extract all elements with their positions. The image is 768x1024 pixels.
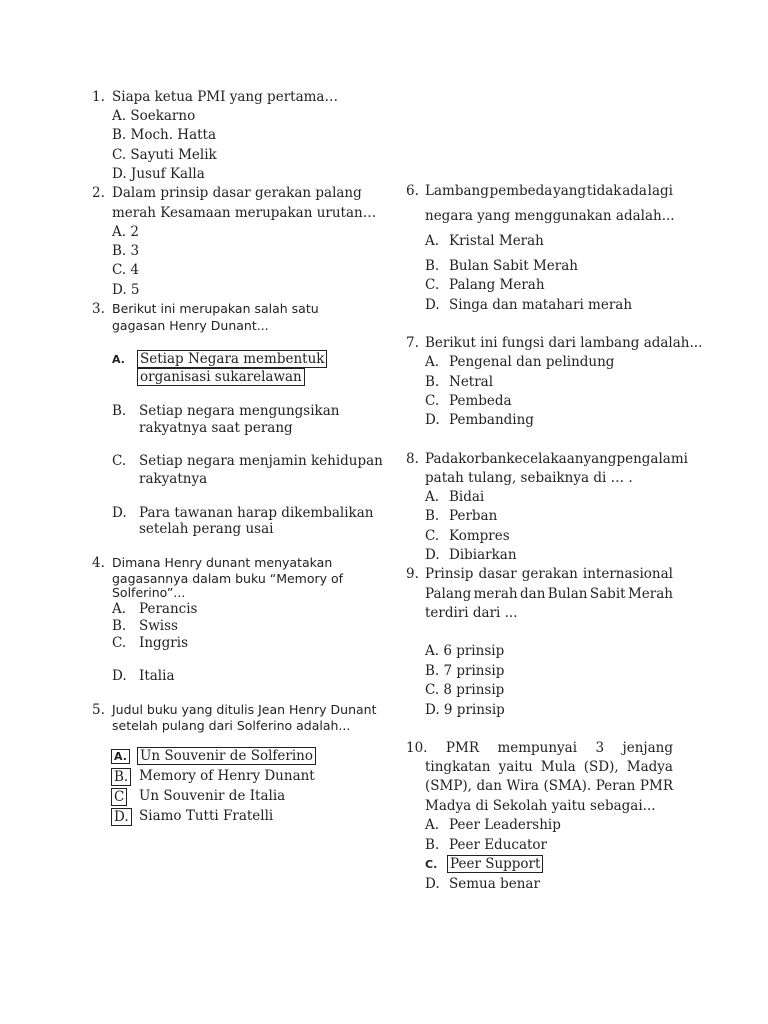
- word: kecelakaan: [506, 451, 584, 467]
- option-text: Kristal Merah: [449, 233, 544, 249]
- option-letter: D.: [425, 297, 440, 313]
- option-a: A. 6 prinsip: [425, 643, 505, 659]
- question-number: 7.: [406, 335, 419, 351]
- question-text-line: setelah pulang dari Solferino adalah...: [112, 718, 351, 733]
- option-text-selected: organisasi sukarelawan: [137, 368, 305, 386]
- word: Bulan: [547, 586, 588, 602]
- option-letter: C.: [112, 635, 127, 651]
- word: internasional: [582, 566, 673, 582]
- word: PMR: [639, 778, 673, 794]
- question-text-line: gagasan Henry Dunant...: [112, 318, 269, 333]
- word: Palang: [425, 586, 472, 602]
- option-text: Singa dan matahari merah: [449, 297, 633, 313]
- option-text: Bidai: [449, 489, 485, 505]
- word: Prinsip: [425, 566, 474, 582]
- option-c: C. 4: [112, 262, 140, 278]
- word: Wira: [506, 778, 539, 794]
- word: (SD),: [583, 759, 619, 775]
- option-letter-boxed: C: [111, 788, 127, 806]
- word: pembeda: [489, 183, 553, 199]
- option-letter: A.: [425, 817, 440, 833]
- question-text-line: gagasannya dalam buku “Memory of: [112, 571, 344, 586]
- question-text-line: [406, 740, 673, 756]
- word: jenjang: [622, 740, 673, 756]
- question-text-line: Berikut ini merupakan salah satu: [112, 301, 319, 316]
- option-letter: B.: [425, 258, 440, 274]
- option-c: C. 8 prinsip: [425, 682, 505, 698]
- word: ada: [622, 183, 647, 199]
- option-letter: C.: [112, 453, 127, 469]
- question-number: 9.: [406, 566, 419, 582]
- word: Pada: [425, 451, 459, 467]
- option-letter: A.: [425, 489, 440, 505]
- option-text: Pembanding: [449, 412, 534, 428]
- word: dan: [520, 586, 546, 602]
- option-letter: A.: [425, 233, 440, 249]
- question-text-line: Madya di Sekolah yaitu sebagai...: [425, 798, 656, 814]
- question-text-line: [425, 183, 673, 199]
- option-letter: C.: [425, 393, 440, 409]
- option-letter: A.: [425, 354, 440, 370]
- option-letter: B.: [425, 837, 440, 853]
- option-text: Siamo Tutti Fratelli: [139, 808, 274, 824]
- word: yangpengalami: [583, 451, 688, 467]
- option-text: rakyatnya: [139, 471, 208, 487]
- option-letter: C.: [425, 528, 440, 544]
- option-letter: D.: [112, 668, 127, 684]
- word: dasar: [478, 566, 517, 582]
- option-text: Bulan Sabit Merah: [449, 258, 578, 274]
- option-text: Swiss: [139, 618, 178, 634]
- option-text: Perancis: [139, 601, 198, 617]
- question-number: 10.: [406, 740, 428, 756]
- option-text: Semua benar: [449, 876, 540, 892]
- option-text: Memory of Henry Dunant: [139, 768, 315, 784]
- question-text-line: [425, 451, 688, 467]
- option-text: rakyatnya saat perang: [139, 420, 293, 436]
- question-text-line: [425, 778, 673, 794]
- word: mempunyai: [497, 740, 578, 756]
- option-c: C. Sayuti Melik: [112, 147, 217, 163]
- word: (SMP),: [425, 778, 472, 794]
- question-text-line: [425, 759, 673, 775]
- option-letter: D.: [425, 547, 440, 563]
- option-text: Setiap negara menjamin kehidupan: [139, 453, 383, 469]
- word: tingkatan: [425, 759, 491, 775]
- word: Sabit: [589, 586, 626, 602]
- option-a: A. 2: [112, 224, 139, 240]
- option-text: Inggris: [139, 635, 189, 651]
- option-text-selected: Setiap Negara membentuk: [137, 350, 327, 368]
- option-d: D. 9 prinsip: [425, 702, 505, 718]
- word: korban: [458, 451, 507, 467]
- option-letter: B.: [425, 508, 440, 524]
- option-b: B. 7 prinsip: [425, 663, 505, 679]
- option-text: Peer Leadership: [449, 817, 561, 833]
- option-text: setelah perang usai: [139, 521, 274, 537]
- question-number: 1.: [92, 89, 105, 105]
- word: Mula: [540, 759, 576, 775]
- word: lagi: [647, 183, 673, 199]
- word: 3: [595, 740, 605, 756]
- word: yaitu: [498, 759, 533, 775]
- question-text: Berikut ini fungsi dari lambang adalah...: [425, 335, 703, 351]
- option-letter: B.: [425, 374, 440, 390]
- option-text: Para tawanan harap dikembalikan: [139, 505, 374, 521]
- option-text: Setiap negara mengungsikan: [139, 403, 340, 419]
- word: dan: [476, 778, 502, 794]
- question-text-line: patah tulang, sebaiknya di … .: [425, 470, 633, 486]
- option-text: Italia: [139, 668, 175, 684]
- option-letter-boxed: B.: [111, 768, 131, 786]
- word: Peran: [595, 778, 636, 794]
- option-letter: D.: [425, 876, 440, 892]
- word: Lambang: [425, 183, 489, 199]
- option-letter: B.: [112, 618, 127, 634]
- word: merah: [473, 586, 518, 602]
- word: (SMA).: [543, 778, 592, 794]
- question-number: 2.: [92, 185, 105, 201]
- question-text-line: Dalam prinsip dasar gerakan palang: [112, 185, 362, 201]
- option-letter: B.: [112, 403, 127, 419]
- option-letter: D.: [425, 412, 440, 428]
- question-text-line: Dimana Henry dunant menyatakan: [112, 555, 333, 570]
- option-b: B. 3: [112, 243, 140, 259]
- option-d: D. 5: [112, 282, 140, 298]
- option-text: Palang Merah: [449, 277, 545, 293]
- question-text-line: Solferino”...: [112, 585, 186, 600]
- option-text-selected: Un Souvenir de Solferino: [137, 747, 316, 765]
- question-text-line: [425, 586, 673, 602]
- question-number: 6.: [406, 183, 419, 199]
- option-d: D. Jusuf Kalla: [112, 166, 205, 182]
- option-letter: C.: [425, 858, 438, 871]
- word: tidak: [586, 183, 622, 199]
- option-b: B. Moch. Hatta: [112, 127, 217, 143]
- question-number: 3.: [92, 301, 105, 317]
- option-letter: A.: [112, 601, 127, 617]
- question-text-line: merah Kesamaan merupakan urutan…: [112, 205, 377, 221]
- question-text-line: terdiri dari ...: [425, 605, 518, 621]
- question-text: Siapa ketua PMI yang pertama…: [112, 89, 338, 105]
- option-text: Perban: [449, 508, 498, 524]
- word: yang: [553, 183, 587, 199]
- word: Merah: [627, 586, 673, 602]
- question-number: 8.: [406, 451, 419, 467]
- option-text: Pembeda: [449, 393, 512, 409]
- option-letter-boxed: D.: [111, 808, 132, 826]
- question-number: 5.: [92, 702, 105, 718]
- option-text: Peer Educator: [449, 837, 548, 853]
- question-number: 4.: [92, 555, 105, 571]
- option-text: Dibiarkan: [449, 547, 517, 563]
- option-letter: D.: [112, 505, 127, 521]
- option-a: A. Soekarno: [112, 108, 196, 124]
- question-text-line: [425, 566, 673, 582]
- option-text: Kompres: [449, 528, 510, 544]
- question-text-line: negara yang menggunakan adalah...: [425, 208, 675, 224]
- option-text-selected: Peer Support: [447, 855, 543, 873]
- option-letter: A.: [112, 353, 125, 366]
- word: Madya: [626, 759, 673, 775]
- option-text: Un Souvenir de Italia: [139, 788, 286, 804]
- option-letter: C.: [425, 277, 440, 293]
- word: gerakan: [521, 566, 578, 582]
- word: PMR: [445, 740, 479, 756]
- option-letter-boxed: A.: [111, 749, 130, 764]
- option-text: Netral: [449, 374, 494, 390]
- option-text: Pengenal dan pelindung: [449, 354, 615, 370]
- question-text-line: Judul buku yang ditulis Jean Henry Dunant: [112, 702, 377, 717]
